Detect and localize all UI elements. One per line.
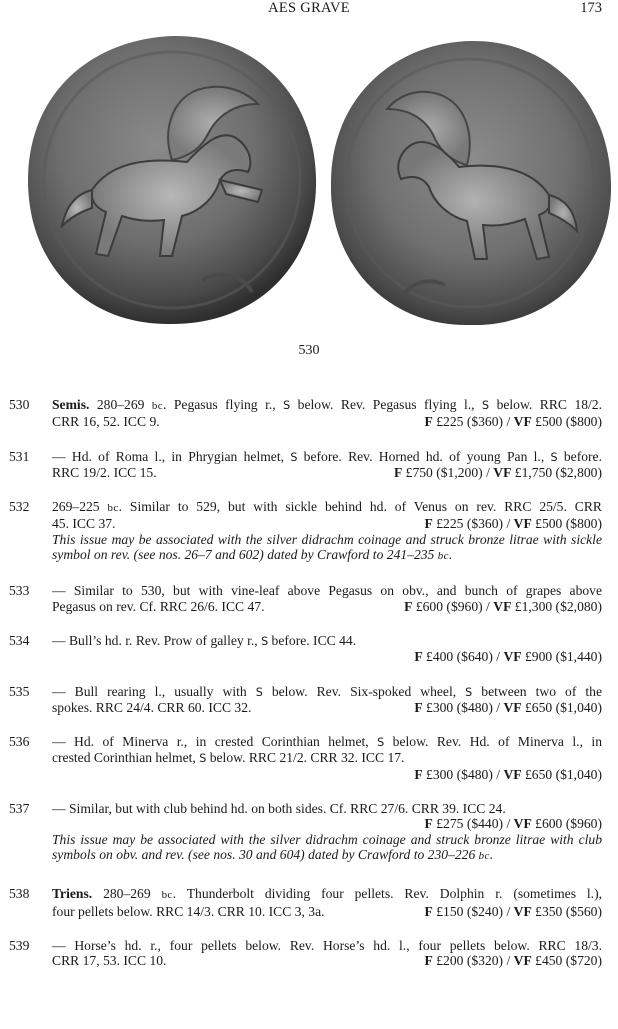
- entry-number: 530: [9, 397, 30, 412]
- price: F £750 ($1,200) / VF £1,750 ($2,800): [393, 464, 602, 480]
- catalogue-entries: [0, 397, 618, 968]
- price: F £600 ($960) / VF £1,300 ($2,080): [404, 598, 602, 614]
- entry-number: 533: [9, 583, 30, 599]
- entry-533: 533 — Similar to 530, but with vine-leaf above Pegasus on obv., and bunch of grapes above Pegasus on rev. Cf. RRC 26/6. ICC 47. F £600 ($960) / VF £1,300 ($2,080): [9, 583, 602, 614]
- entry-537: 537 — Similar, but with club behind hd. on both sides. Cf. RRC 27/6. CRR 39. ICC 24. F £275 ($440) / VF £600 ($960) This issue may be associated with the silver didrachm coinage and struck bronze litrae with club symbols on obv. and rev. (see nos. 30 and 604) dated by Crawford to 230–226 bc.: [0, 801, 618, 864]
- entry-number: 537: [9, 801, 30, 817]
- denomination-label: Semis.: [52, 397, 90, 412]
- entry-number: 535: [9, 683, 30, 699]
- entry-534: 534 — Bull’s hd. r. Rev. Prow of galley r., S before. ICC 44. F £400 ($640) / VF £900 ($1,440): [9, 632, 602, 665]
- entry-535: 535 — Bull rearing l., usually with S below. Rev. Six-spoked wheel, S between two of the spokes. RRC 24/4. CRR 60. ICC 32. F £300 ($480) / VF £650 ($1,040): [9, 683, 602, 715]
- entry-number: 531: [9, 448, 30, 464]
- coin-reverse-image: [325, 33, 615, 333]
- price: F £300 ($480) / VF £650 ($1,040): [414, 699, 602, 715]
- entry-number: 532: [9, 499, 30, 515]
- entry-538: 538 Triens. 280–269 bc. Thunderbolt dividing four pellets. Rev. Dolphin r. (sometimes l.), four pellets below. RRC 14/3. CRR 10. ICC 3, 3a. F £150 ($240) / VF £350 ($560): [9, 886, 603, 919]
- coin-plate: [0, 22, 618, 340]
- coin-obverse-image: [22, 30, 322, 330]
- historical-note: This issue may be associated with the silver didrachm coinage and struck bronze litrae with sickle symbol on rev. (see nos. 26–7 and 602) dated by Crawford to 241–235 bc.: [52, 531, 602, 563]
- entry-number: 539: [9, 937, 30, 953]
- price: F £200 ($320) / VF £450 ($720): [424, 953, 602, 969]
- price: F £300 ($480) / VF £650 ($1,040): [414, 766, 602, 782]
- historical-note: This issue may be associated with the silver didrachm coinage and struck bronze litrae with club symbols on obv. and rev. (see nos. 30 and 604) dated by Crawford to 230–226 bc.: [52, 831, 602, 862]
- entry-530: 530 Semis. 280–269 bc. Pegasus flying r., S below. Rev. Pegasus flying l., S below. RRC 18/2. CRR 16, 52. ICC 9. F £225 ($360) / VF £500 ($800): [9, 397, 603, 430]
- price: F £225 ($360) / VF £500 ($800): [424, 516, 602, 532]
- plate-caption: 530: [298, 343, 320, 358]
- price: F £400 ($640) / VF £900 ($1,440): [414, 649, 602, 665]
- price: F £150 ($240) / VF £350 ($560): [424, 903, 602, 919]
- entry-number: 534: [9, 632, 30, 648]
- price: F £275 ($440) / VF £600 ($960): [424, 816, 602, 832]
- page-header: [0, 0, 618, 24]
- page-number: 173: [580, 0, 602, 16]
- entry-number: 536: [9, 734, 30, 750]
- denomination-label: Triens.: [52, 886, 93, 902]
- entry-532: 532 269–225 bc. Similar to 529, but with sickle behind hd. of Venus on rev. RRC 25/5. CRR 45. ICC 37. F £225 ($360) / VF £500 ($800) This issue may be associated with the silver didrachm coinage and struck bronze litrae with sickle symbol on rev. (see nos. 26–7 and 602) dated by Crawford to 241–235 bc.: [0, 499, 618, 564]
- entry-531: 531 — Hd. of Roma l., in Phrygian helmet, S before. Rev. Horned hd. of young Pan l., S before. RRC 19/2. ICC 15. F £750 ($1,200) / VF £1,750 ($2,800): [9, 448, 602, 480]
- entry-number: 538: [9, 886, 30, 902]
- entry-536: 536 — Hd. of Minerva r., in crested Corinthian helmet, S below. Rev. Hd. of Minerva l., in crested Corinthian helmet, S below. RRC 21/2. CRR 32. ICC 17. F £300 ($480) / VF £650 ($1,040): [9, 734, 602, 782]
- running-title: AES GRAVE: [268, 0, 350, 16]
- price: F £225 ($360) / VF £500 ($800): [424, 414, 602, 430]
- entry-539: 539 — Horse’s hd. r., four pellets below. Rev. Horse’s hd. l., four pellets below. RRC 18/3. CRR 17, 53. ICC 10. F £200 ($320) / VF £450 ($720): [9, 937, 602, 969]
